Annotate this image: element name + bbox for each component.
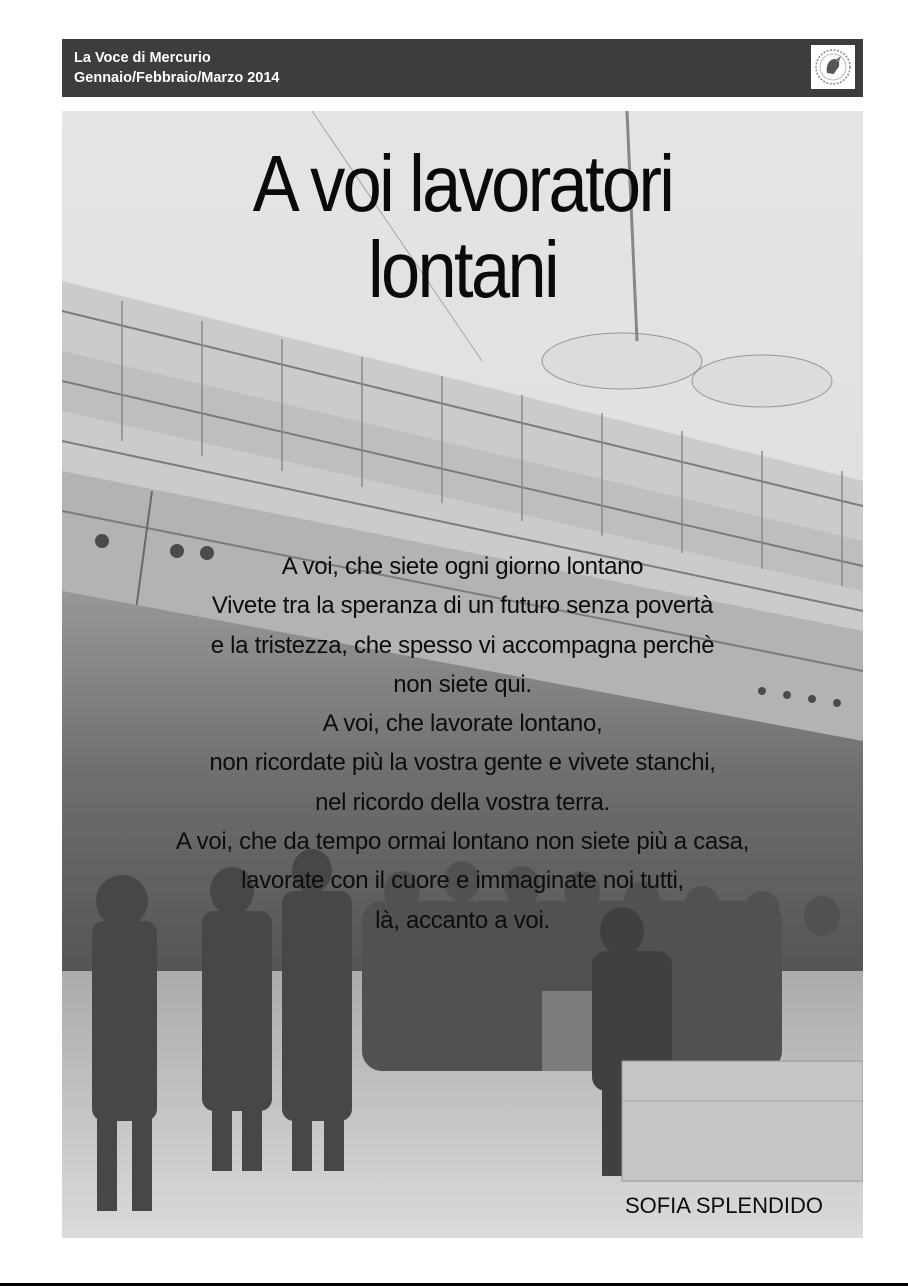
poem-line: A voi, che da tempo ormai lontano non siete più a casa,: [175, 828, 750, 856]
header-bar: [62, 39, 863, 97]
author-name: SOFIA SPLENDIDO: [624, 1193, 823, 1218]
poem-line: là, accanto a voi.: [375, 906, 550, 934]
publication-name: La Voce di Mercurio: [74, 50, 211, 66]
poem-body: [62, 547, 863, 940]
poem-line: A voi, che lavorate lontano,: [322, 710, 603, 738]
background-photo: [62, 111, 863, 1238]
issue-date: Gennaio/Febbraio/Marzo 2014: [74, 70, 280, 86]
mercury-head-emblem-icon: [811, 45, 855, 89]
poem-line: Vivete tra la speranza di un futuro senza povertà: [211, 592, 714, 620]
title-line-2: lontani: [368, 225, 557, 314]
title-line-1: A voi lavoratori: [252, 139, 673, 228]
poem-line: nel ricordo della vostra terra.: [315, 788, 610, 816]
poem-line: e la tristezza, che spesso vi accompagna perchè: [210, 631, 715, 659]
poem-line: non siete qui.: [393, 670, 532, 698]
poem-line: lavorate con il cuore e immaginate noi tutti,: [241, 867, 684, 895]
article-title: [110, 141, 815, 313]
poem-line: A voi, che siete ogni giorno lontano: [281, 553, 644, 580]
poem-line: non ricordate più la vostra gente e vivete stanchi,: [209, 749, 716, 777]
